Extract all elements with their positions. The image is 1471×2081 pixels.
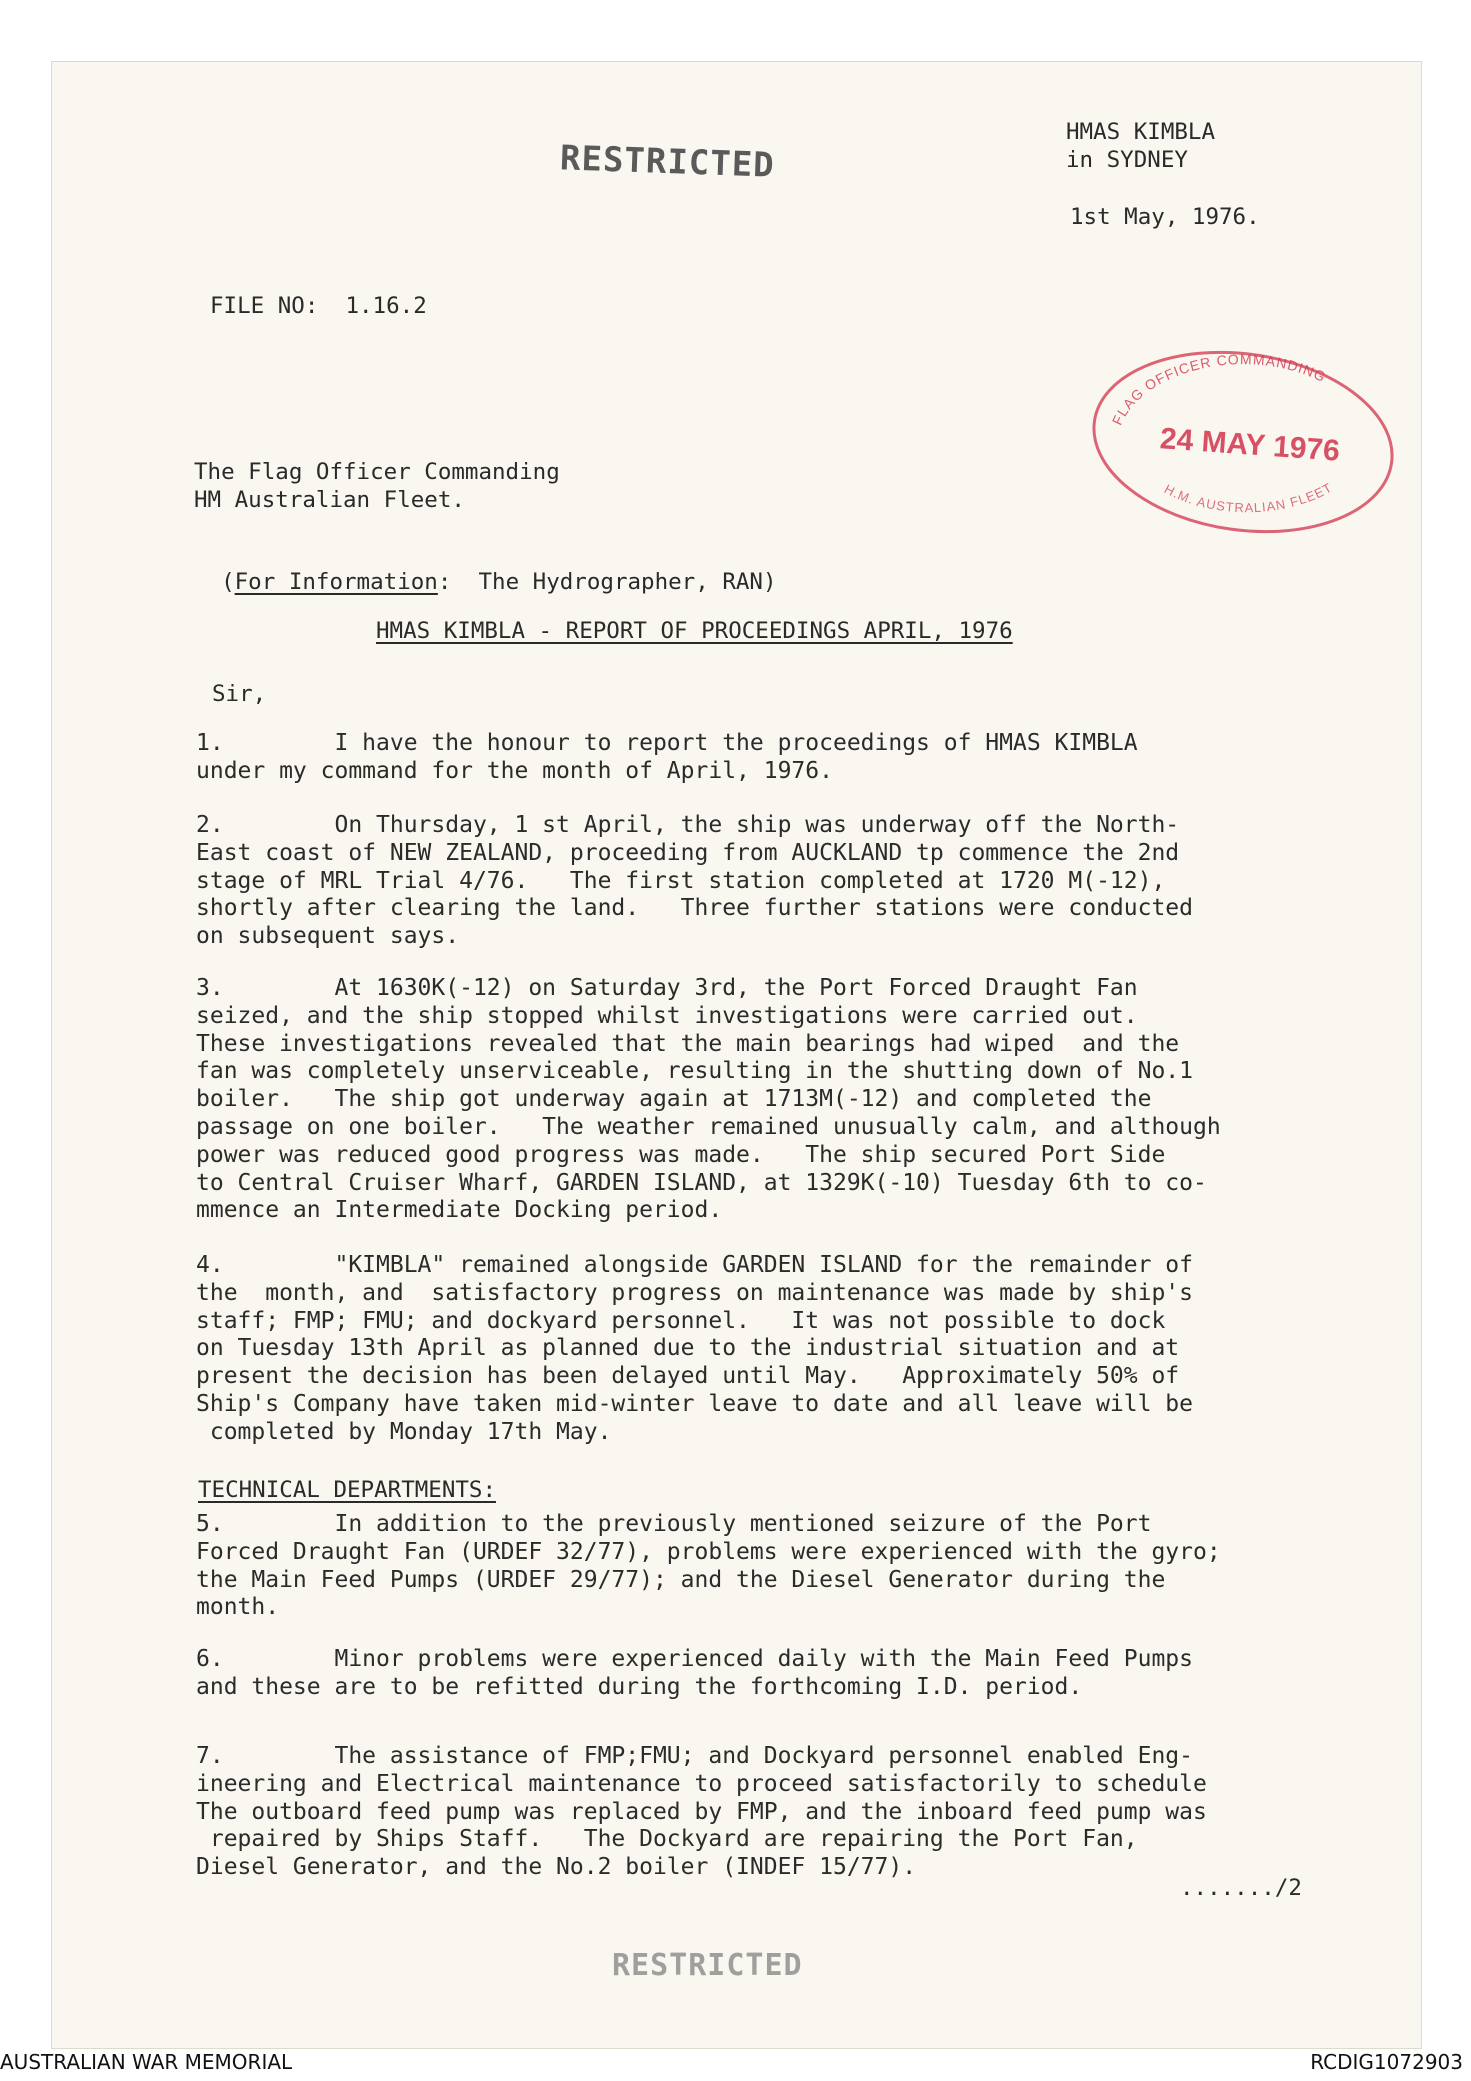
- paragraph-line: completed by Monday 17th May.: [196, 1418, 612, 1445]
- paragraph-line: fan was completely unserviceable, resulting in the shutting down of No.1: [196, 1058, 1193, 1085]
- received-stamp: [1078, 342, 1398, 542]
- section-heading: TECHNICAL DEPARTMENTS:: [198, 1477, 497, 1503]
- paragraph-line: 2. On Thursday, 1 st April, the ship was underway off the North-: [196, 812, 1180, 838]
- paragraph-line: shortly after clearing the land. Three further stations were conducted: [196, 895, 1193, 922]
- file-number: FILE NO: 1.16.2: [210, 293, 427, 319]
- paragraph-line: 3. At 1630K(-12) on Saturday 3rd, the Port Forced Draught Fan: [196, 975, 1138, 1001]
- paragraph-line: power was reduced good progress was made. The ship secured Port Side: [196, 1141, 1166, 1168]
- paragraph-line: on Tuesday 13th April as planned due to the industrial situation and at: [196, 1335, 1180, 1362]
- ship-location: in SYDNEY: [1066, 147, 1188, 173]
- info-label: For Information: [234, 569, 438, 595]
- info-open: (: [221, 569, 235, 595]
- paragraph-line: to Central Cruiser Wharf, GARDEN ISLAND, at 1329K(-10) Tuesday 6th to co-: [196, 1169, 1207, 1196]
- paragraph-line: the Main Feed Pumps (URDEF 29/77); and the Diesel Generator during the: [196, 1566, 1166, 1593]
- paragraph-line: Forced Draught Fan (URDEF 32/77), problems were experienced with the gyro;: [196, 1538, 1221, 1565]
- continuation-marker: ......./2: [1180, 1875, 1302, 1901]
- paragraph-line: 4. "KIMBLA" remained alongside GARDEN ISLAND for the remainder of: [196, 1252, 1193, 1278]
- paragraph-line: repaired by Ships Staff. The Dockyard are repairing the Port Fan,: [196, 1826, 1138, 1853]
- paragraph-line: passage on one boiler. The weather remained unusually calm, and although: [196, 1114, 1221, 1140]
- paragraph-line: and these are to be refitted during the forthcoming I.D. period.: [196, 1673, 1083, 1700]
- addressee-line-2: HM Australian Fleet.: [194, 487, 465, 513]
- svg-text:H.M. AUSTRALIAN FLEET: [1162, 480, 1335, 516]
- paragraph-line: The outboard feed pump was replaced by FMP, and the inboard feed pump was: [196, 1798, 1207, 1825]
- paragraph-line: 6. Minor problems were experienced daily with the Main Feed Pumps: [196, 1646, 1193, 1672]
- stamp-bottom-text: H.M. AUSTRALIAN FLEET: [1161, 479, 1336, 516]
- info-rest: : The Hydrographer, RAN): [437, 569, 777, 595]
- paragraph-line: 1. I have the honour to report the proceedings of HMAS KIMBLA: [196, 730, 1138, 756]
- paragraph-line: month.: [196, 1594, 280, 1621]
- paragraph-line: boiler. The ship got underway again at 1713M(-12) and completed the: [196, 1086, 1152, 1113]
- letter-date: 1st May, 1976.: [1070, 204, 1260, 230]
- paragraph-line: on subsequent says.: [196, 923, 460, 950]
- stamp-top-text: FLAG OFFICER COMMANDING: [1108, 351, 1329, 428]
- restricted-stamp-top: RESTRICTED: [559, 138, 776, 186]
- salutation: Sir,: [212, 681, 267, 707]
- footer-source: AUSTRALIAN WAR MEMORIAL: [0, 2050, 293, 2074]
- restricted-stamp-bottom: RESTRICTED: [612, 1948, 803, 1983]
- addressee-line-1: The Flag Officer Commanding: [194, 459, 560, 485]
- paragraph-line: mmence an Intermediate Docking period.: [196, 1197, 723, 1224]
- paragraph-line: Ship's Company have taken mid-winter leave to date and all leave will be: [196, 1391, 1193, 1417]
- paragraph-line: These investigations revealed that the main bearings had wiped and the: [196, 1030, 1180, 1057]
- paragraph-line: 5. In addition to the previously mentioned seizure of the Port: [196, 1511, 1152, 1537]
- paragraph-line: present the decision has been delayed until May. Approximately 50% of: [196, 1363, 1180, 1390]
- information-line: [194, 540, 777, 596]
- paragraph-line: Diesel Generator, and the No.2 boiler (INDEF 15/77).: [196, 1854, 917, 1881]
- paragraph-line: ineering and Electrical maintenance to proceed satisfactorily to schedule: [196, 1770, 1207, 1797]
- ship-name: HMAS KIMBLA: [1066, 119, 1216, 145]
- paragraph-line: under my command for the month of April, 1976.: [196, 757, 833, 784]
- svg-text:FLAG OFFICER COMMANDING: [1109, 351, 1329, 427]
- stamp-date: 24 MAY 1976: [1158, 422, 1341, 468]
- footer-reference: RCDIG1072903: [1310, 2050, 1463, 2074]
- report-title: HMAS KIMBLA - REPORT OF PROCEEDINGS APRIL, 1976: [376, 618, 1013, 644]
- paragraph-line: seized, and the ship stopped whilst investigations were carried out.: [196, 1002, 1138, 1029]
- paragraph-line: staff; FMP; FMU; and dockyard personnel. It was not possible to dock: [196, 1307, 1166, 1334]
- paragraph-line: stage of MRL Trial 4/76. The first station completed at 1720 M(-12),: [196, 867, 1166, 894]
- paragraph-line: the month, and satisfactory progress on maintenance was made by ship's: [196, 1279, 1193, 1306]
- paragraph-line: East coast of NEW ZEALAND, proceeding from AUCKLAND tp commence the 2nd: [196, 839, 1180, 866]
- paragraph-line: 7. The assistance of FMP;FMU; and Dockyard personnel enabled Eng-: [196, 1743, 1193, 1769]
